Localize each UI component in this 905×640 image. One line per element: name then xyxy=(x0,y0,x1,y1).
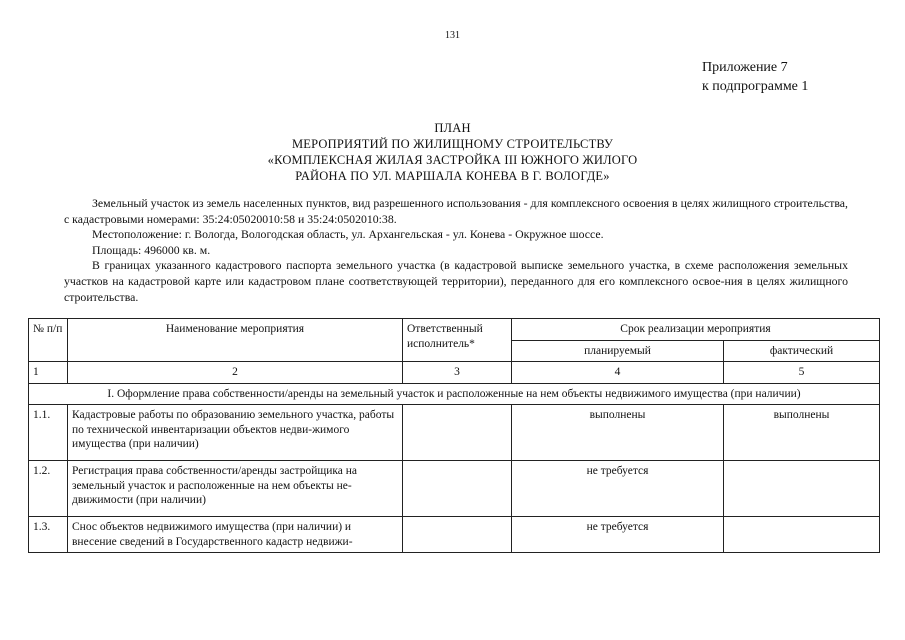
col-number-5: 5 xyxy=(724,362,880,384)
plan-table xyxy=(28,318,880,553)
header-name: Наименование мероприятия xyxy=(68,319,403,362)
row-actual: выполнены xyxy=(724,405,880,461)
row-planned: не требуется xyxy=(512,461,724,517)
col-number-4: 4 xyxy=(512,362,724,384)
page-number: 131 xyxy=(445,30,460,41)
table-row xyxy=(29,517,880,553)
row-num: 1.3. xyxy=(29,517,68,553)
row-actual xyxy=(724,517,880,553)
row-planned: выполнены xyxy=(512,405,724,461)
paragraph-area: Площадь: 496000 кв. м. xyxy=(92,242,211,257)
row-name: Снос объектов недвижимого имущества (при наличии) и внесение сведений в Государственного кадастр недвижи- xyxy=(68,517,403,553)
intro-text xyxy=(64,196,848,305)
title-line-3: «КОМПЛЕКСНАЯ ЖИЛАЯ ЗАСТРОЙКА III ЮЖНОГО ЖИЛОГО xyxy=(267,153,638,167)
header-period: Срок реализации мероприятия xyxy=(512,319,880,341)
row-actual xyxy=(724,461,880,517)
table-row xyxy=(29,461,880,517)
row-responsible xyxy=(403,517,512,553)
header-row xyxy=(29,319,880,341)
header-responsible: Ответственный исполнитель* xyxy=(403,319,512,362)
appendix-label xyxy=(702,58,808,96)
document-title xyxy=(0,120,905,184)
section-row xyxy=(29,383,880,405)
col-number-2: 2 xyxy=(68,362,403,384)
title-line-4: РАЙОНА ПО УЛ. МАРШАЛА КОНЕВА В Г. ВОЛОГДЕ» xyxy=(295,169,610,183)
row-planned: не требуется xyxy=(512,517,724,553)
header-num: № п/п xyxy=(29,319,68,362)
header-actual: фактический xyxy=(724,340,880,362)
row-num: 1.1. xyxy=(29,405,68,461)
appendix-line-2: к подпрограмме 1 xyxy=(702,79,809,94)
paragraph-location: Местоположение: г. Вологда, Вологодская область, ул. Архангельская - ул. Конева - Окружное шоссе. xyxy=(92,227,604,242)
paragraph-land-plot: Земельный участок из земель населенных пунктов, вид разрешенного использования - для комплексного освоения в целях жилищного строительства, с кадастровыми номерами: 35:24:05020010:58 и 35:24:0502010:38. xyxy=(64,196,848,226)
row-name: Регистрация права собственности/аренды застройщика на земельный участок и расположенные на нем объекты не-движимости (при наличии) xyxy=(68,461,403,517)
appendix-line-1: Приложение 7 xyxy=(702,60,788,75)
column-number-row xyxy=(29,362,880,384)
title-line-1: ПЛАН xyxy=(434,121,471,135)
header-planned: планируемый xyxy=(512,340,724,362)
row-responsible xyxy=(403,461,512,517)
row-name: Кадастровые работы по образованию земельного участка, работы по технической инвентаризации объектов недви-жимого имущества (при наличии) xyxy=(68,405,403,461)
section-title: I. Оформление права собственности/аренды на земельный участок и расположенные на нем объекты недвижимого имущества (при наличии) xyxy=(29,383,880,405)
row-responsible xyxy=(403,405,512,461)
paragraph-boundaries: В границах указанного кадастрового паспорта земельного участка (в кадастровой выписке земельного участка, в схеме расположения земельных участков на кадастровой карте или кадастровом плане соответствующей территории), переданного для его комплексного освое-ния в целях жилищного строительства. xyxy=(64,258,848,304)
table-row xyxy=(29,405,880,461)
col-number-3: 3 xyxy=(403,362,512,384)
col-number-1: 1 xyxy=(29,362,68,384)
row-num: 1.2. xyxy=(29,461,68,517)
title-line-2: МЕРОПРИЯТИЙ ПО ЖИЛИЩНОМУ СТРОИТЕЛЬСТВУ xyxy=(291,137,614,151)
